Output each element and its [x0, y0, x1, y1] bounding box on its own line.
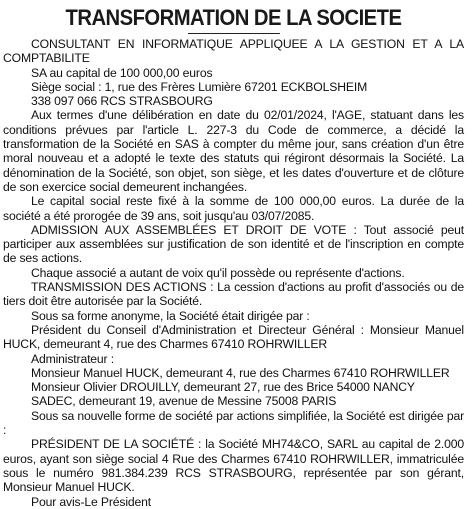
- signature-line: Pour avis-Le Président: [31, 494, 151, 509]
- registered-office: Siège social : 1, rue des Frères Lumière 67201 ECKBOLSHEIM: [31, 79, 368, 94]
- former-management-intro: Sous sa forme anonyme, la Société était dirigée par :: [31, 308, 310, 323]
- notice-title: TRANSFORMATION DE LA SOCIETE: [65, 5, 402, 30]
- administrators-heading: Administrateur :: [31, 351, 114, 366]
- share-transfer-paragraph: TRANSMISSION DES ACTIONS : La cession d'actions au profit d'associés ou de tiers doit être autorisée par la Société.: [3, 280, 464, 309]
- company-capital: SA au capital de 100 000,00 euros: [31, 65, 213, 80]
- admission-voting-paragraph: ADMISSION AUX ASSEMBLÉES ET DROIT DE VOTE : Tout associé peut participer aux assemblées sur justification de son identité et de l'inscription en compte de ses actions.: [3, 222, 464, 266]
- company-activity: CONSULTANT EN INFORMATIQUE APPLIQUEE A LA GESTION ET A LA COMPTABILITE: [3, 37, 464, 66]
- administrator-drouilly: Monsieur Olivier DROUILLY, demeurant 27, rue des Brice 54000 NANCY: [31, 380, 415, 395]
- administrator-sadec: SADEC, demeurant 19, avenue de Messine 75008 PARIS: [31, 394, 337, 409]
- rcs-number: 338 097 066 RCS STRASBOURG: [31, 94, 213, 109]
- administrator-huck: Monsieur Manuel HUCK, demeurant 4, rue des Charmes 67410 ROHRWILLER: [31, 365, 450, 380]
- voting-rights-paragraph: Chaque associé a autant de voix qu'il possède ou représente d'actions.: [31, 265, 405, 280]
- former-president: Président du Conseil d'Administration et Directeur Général : Monsieur Manuel HUCK, demeurant 4, rue des Charmes 67410 ROHRWILLER: [3, 322, 464, 352]
- deliberation-paragraph: Aux termes d'une délibération en date du 02/01/2024, l'AGE, statuant dans les conditions prévues par l'article L. 227-3 du Code de commerce, a décidé la transformation de la Société en SAS à compter du même jour, sans création d'un être moral nouveau et a adopté le texte des statuts qui régiront désormais la Société. La dénomination de la Société, son objet, son siège, et les dates d'ouverture et de clôture de son exercice social demeurent inchangées.: [3, 108, 464, 194]
- legal-notice: [0, 4, 467, 509]
- capital-duration-paragraph: Le capital social reste fixé à la somme de 100 000,00 euros. La durée de la société a été prorogée de 39 ans, soit jusqu'au 03/07/2085.: [3, 194, 464, 223]
- title-underline: [188, 33, 280, 34]
- new-management-intro: Sous sa nouvelle forme de société par actions simplifiée, la Société est dirigée par :: [3, 408, 464, 438]
- new-president-paragraph: PRÉSIDENT DE LA SOCIÉTÉ : la Société MH74&CO, SARL au capital de 2.000 euros, ayant son siège social 4 Rue des Charmes 67410 ROHRWILLER, immatriculée sous le numéro 981.384.239 RCS STRASBOURG, représentée par son gérant, Monsieur Manuel HUCK.: [3, 437, 464, 495]
- notice-body: [3, 37, 464, 509]
